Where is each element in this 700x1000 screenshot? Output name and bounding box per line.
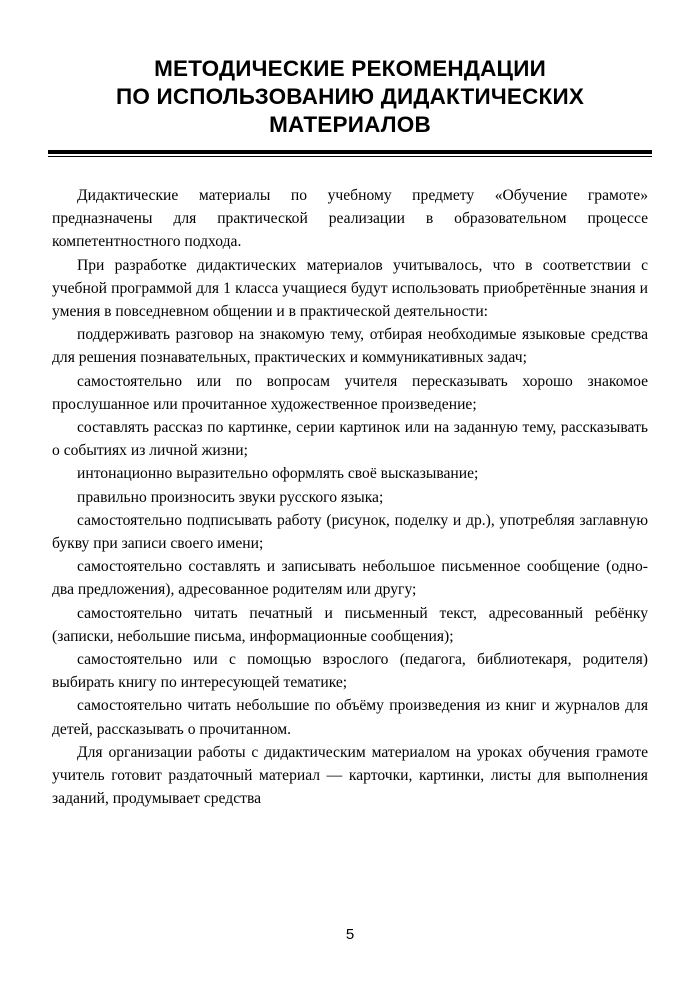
page-number: 5 bbox=[345, 926, 355, 943]
paragraph: Дидактические материалы по учебному предмету «Обучение грамоте» предназначены для практической реализации в образовательном процессе компетентностного подхода. bbox=[52, 187, 648, 251]
body-text-block bbox=[52, 184, 648, 810]
paragraph: Для организации работы с дидактическим материалом на уроках обучения грамоте учитель готовит раздаточный материал — карточки, картинки, листы для выполнения заданий, продумывает средства bbox=[52, 743, 648, 808]
paragraph: поддерживать разговор на знакомую тему, отбирая необходимые языковые средства для решения познавательных, практических и коммуникативных задач; bbox=[52, 326, 648, 367]
page-title-line-2: ПО ИСПОЛЬЗОВАНИЮ ДИДАКТИЧЕСКИХ bbox=[115, 84, 585, 109]
paragraph: составлять рассказ по картинке, серии картинок или на заданную тему, рассказывать о событиях из личной жизни; bbox=[52, 419, 648, 460]
title-divider-rule bbox=[48, 150, 652, 157]
paragraph: самостоятельно или с помощью взрослого (педагога, библиотекаря, родителя) выбирать книгу по интересующей тематике; bbox=[52, 651, 648, 692]
paragraph: самостоятельно читать небольшие по объёму произведения из книг и журналов для детей, рассказывать о прочитанном. bbox=[52, 697, 648, 738]
page-title-line-3: МАТЕРИАЛОВ bbox=[269, 112, 431, 137]
paragraph: правильно произносить звуки русского языка; bbox=[77, 488, 384, 506]
paragraph: самостоятельно подписывать работу (рисунок, поделку и др.), употребляя заглавную букву при записи своего имени; bbox=[52, 511, 648, 553]
paragraph: При разработке дидактических материалов учитывалось, что в соответствии с учебной программой для 1 класса учащиеся будут использовать приобретённые знания и умения в повседневном общении и в практической деятельности: bbox=[52, 256, 648, 321]
paragraph: интонационно выразительно оформлять своё высказывание; bbox=[77, 465, 479, 483]
paragraph: самостоятельно составлять и записывать небольшое письменное сообщение (одно-два предложения), адресованное родителям или другу; bbox=[52, 558, 648, 599]
page-title bbox=[48, 55, 652, 139]
divider-thin-line bbox=[48, 156, 652, 157]
paragraph: самостоятельно читать печатный и письменный текст, адресованный ребёнку (записки, небольшие письма, информационные сообщения); bbox=[52, 604, 648, 645]
page-title-line-1: МЕТОДИЧЕСКИЕ РЕКОМЕНДАЦИИ bbox=[154, 56, 546, 81]
paragraph: самостоятельно или по вопросам учителя пересказывать хорошо знакомое прослушанное или прочитанное художественное произведение; bbox=[52, 372, 648, 413]
